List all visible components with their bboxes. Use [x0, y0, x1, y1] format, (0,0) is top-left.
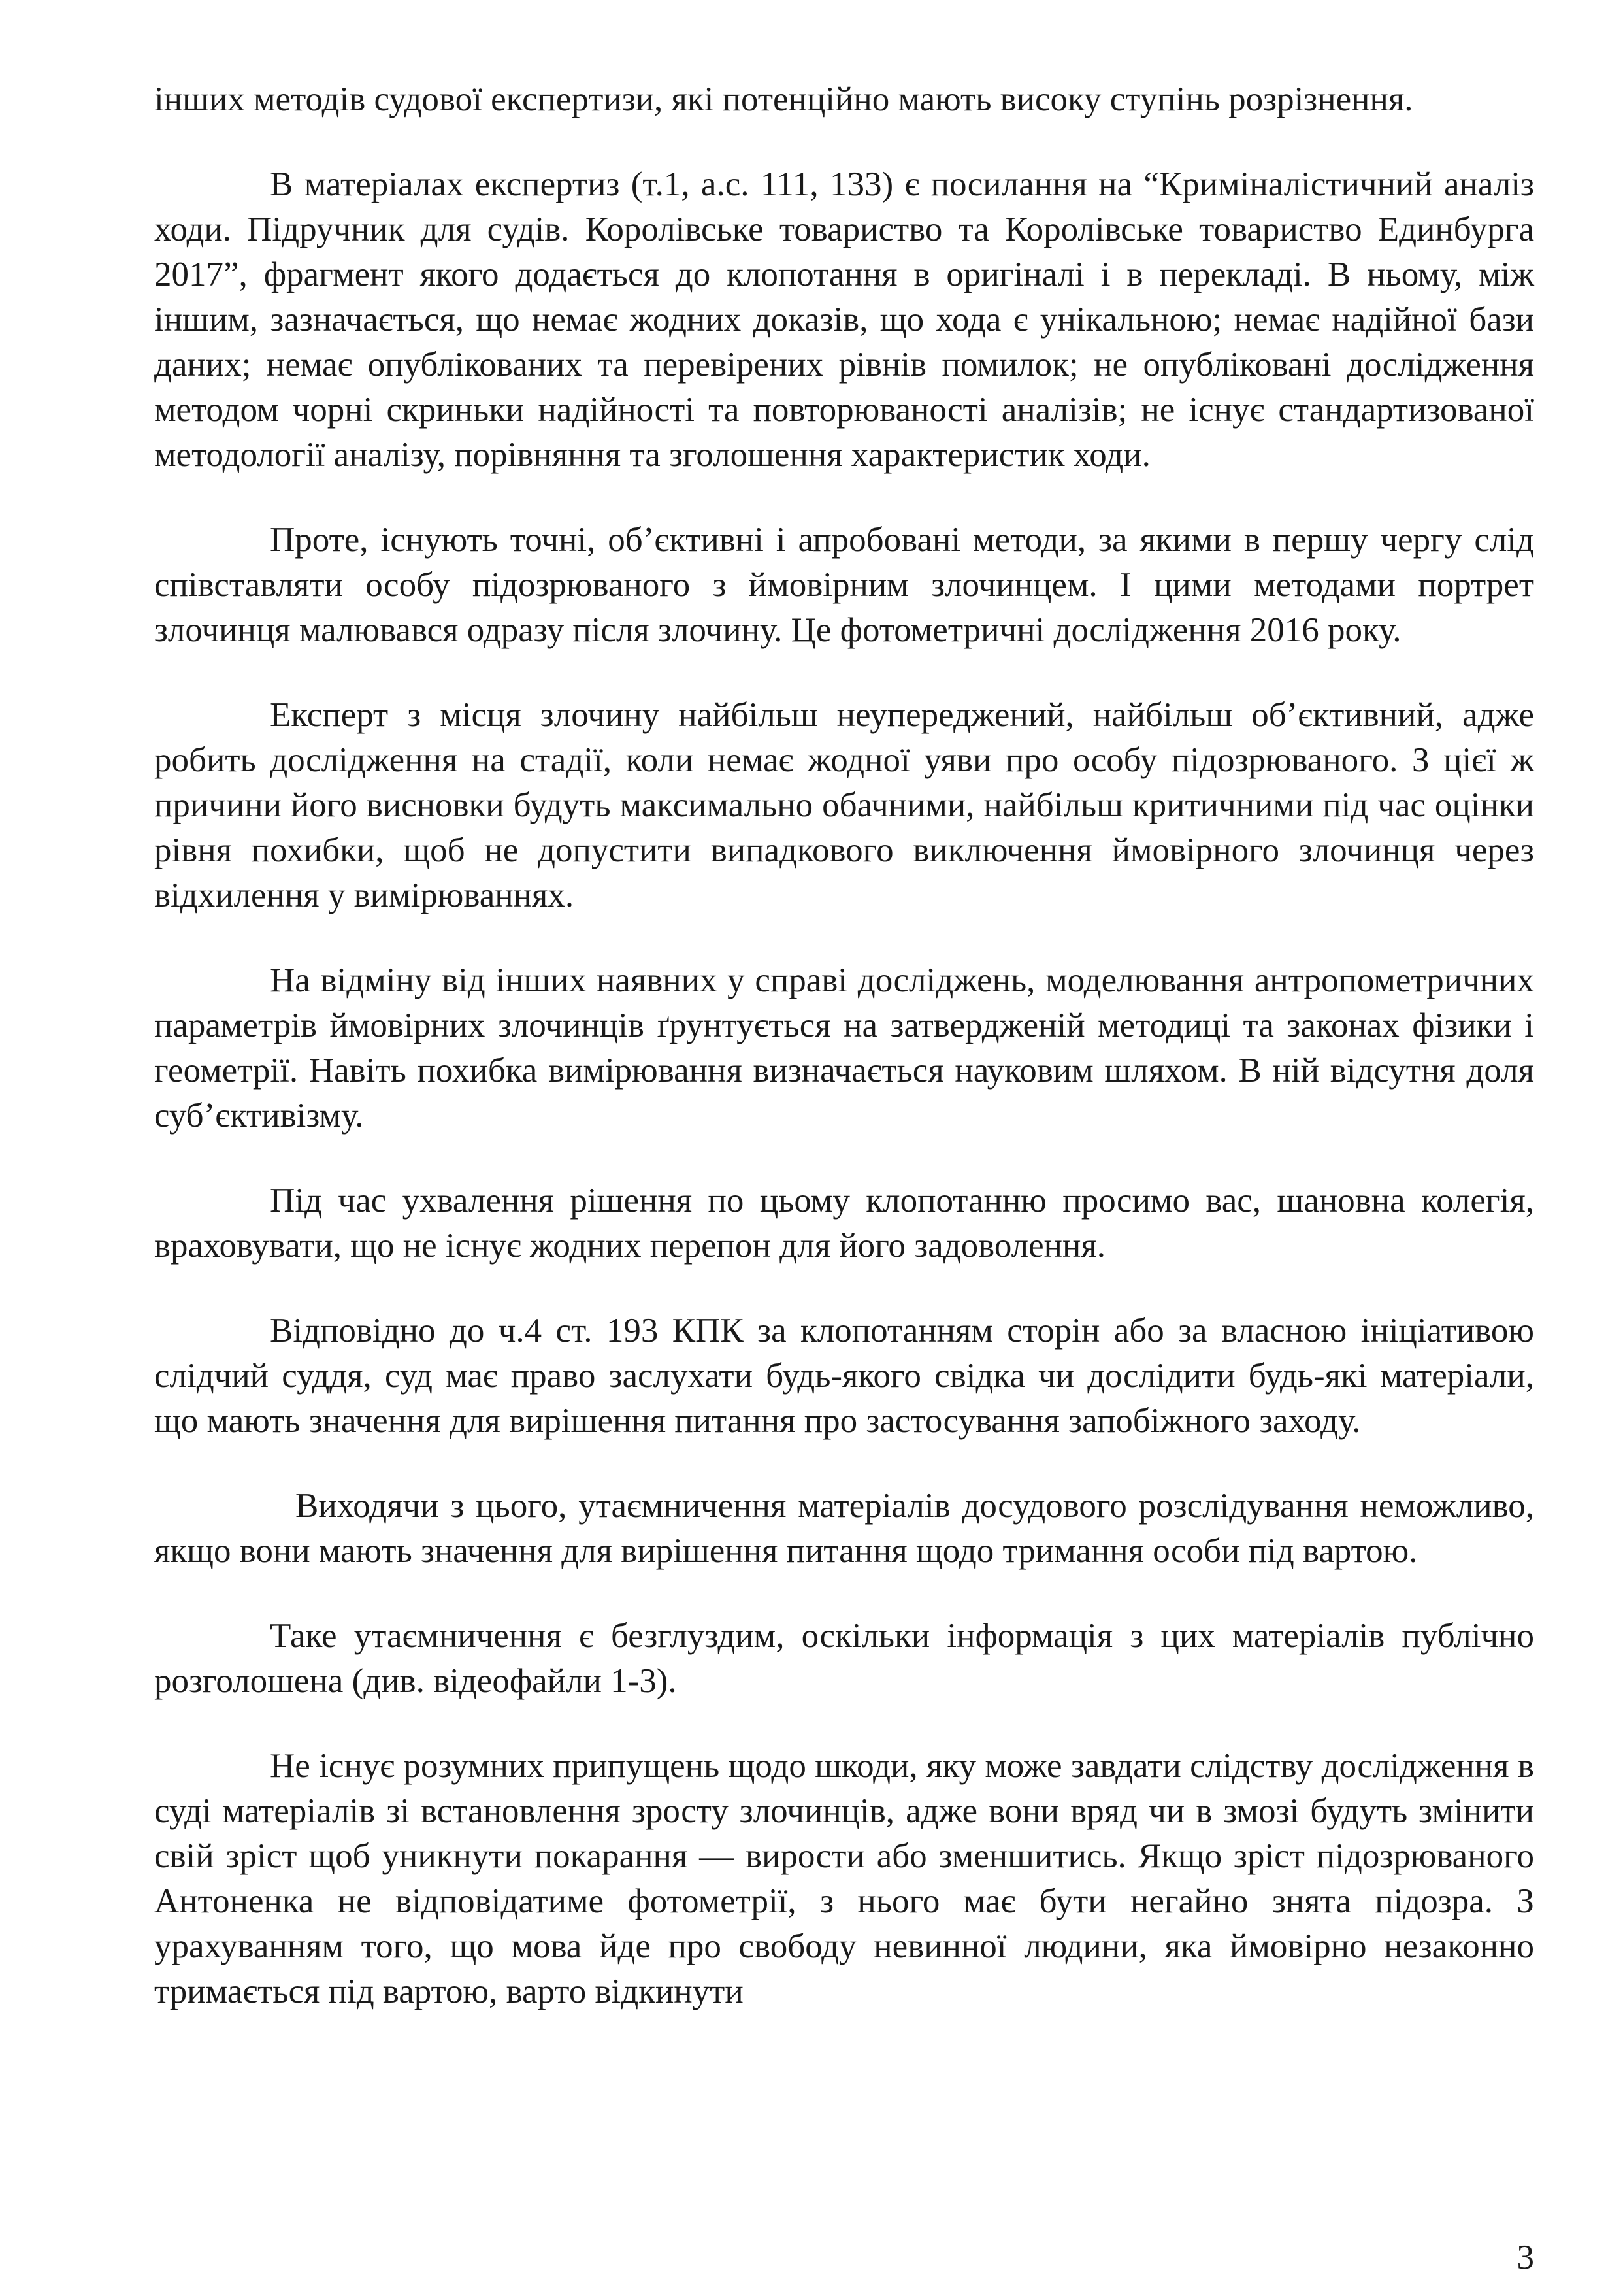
paragraph-5: На відміну від інших наявних у справі досліджень, моделювання антропометричних параметрів ймовірних злочинців ґрунтується на затвердженій методиці та законах фізики і геометрії. Навіть похибка вимірювання визначається науковим шляхом. В ній відсутня доля суб’єктивізму.	[154, 961, 1534, 1135]
paragraph-7: Відповідно до ч.4 ст. 193 КПК за клопотанням сторін або за власною ініціативою слідчий суддя, суд має право заслухати будь-якого свідка чи дослідити будь-які матеріали, що мають значення для вирішення питання про застосування запобіжного заходу.	[154, 1312, 1534, 1440]
paragraph-4: Експерт з місця злочину найбільш неупереджений, найбільш об’єктивний, адже робить дослідження на стадії, коли немає жодної уяви про особу підозрюваного. З цієї ж причини його висновки будуть максимально обачними, найбільш критичними під час оцінки рівня похибки, щоб не допустити випадкового виключення ймовірного злочинця через відхилення у вимірюваннях.	[154, 696, 1534, 914]
paragraph-3: Проте, існують точні, об’єктивні і апробовані методи, за якими в першу чергу слід співставляти особу підозрюваного з ймовірним злочинцем. І цими методами портрет злочинця малювався одразу після злочину. Це фотометричні дослідження 2016 року.	[154, 521, 1534, 649]
document-body	[154, 77, 1534, 2054]
paragraph-9: Таке утаємничення є безглуздим, оскільки інформація з цих матеріалів публічно розголошена (див. відеофайли 1-3).	[154, 1617, 1534, 1700]
paragraph-6: Під час ухвалення рішення по цьому клопотанню просимо вас, шановна колегія, враховувати, що не існує жодних перепон для його задоволення.	[154, 1182, 1534, 1265]
paragraph-1: інших методів судової експертизи, які потенційно мають високу ступінь розрізнення.	[154, 80, 1413, 118]
page-number: 3	[1516, 2238, 1534, 2276]
paragraph-2: В матеріалах експертиз (т.1, а.с. 111, 133) є посилання на “Криміналістичний аналіз ходи. Підручник для судів. Королівське товариство та Королівське товариство Единбурга 2017”, фрагмент якого додається до клопотання в оригіналі і в перекладі. В ньому, між іншим, зазначається, що немає жодних доказів, що хода є унікальною; немає надійної бази даних; немає опублікованих та перевірених рівнів помилок; не опубліковані дослідження методом чорні скриньки надійності та повторюваності аналізів; не існує стандартизованої методології аналізу, порівняння та зголошення характеристик ходи.	[154, 165, 1534, 474]
paragraph-8: Виходячи з цього, утаємничення матеріалів досудового розслідування неможливо, якщо вони мають значення для вирішення питання щодо тримання особи під вартою.	[154, 1487, 1534, 1570]
paragraph-10: Не існує розумних припущень щодо шкоди, яку може завдати слідству дослідження в суді матеріалів зі встановлення зросту злочинців, адже вони вряд чи в змозі будуть змінити свій зріст щоб уникнути покарання — вирости або зменшитись. Якщо зріст підозрюваного Антоненка не відповідатиме фотометрії, з нього має бути негайно знята підозра. З урахуванням того, що мова йде про свободу невинної людини, яка ймовірно незаконно тримається під вартою, варто відкинути	[154, 1747, 1534, 2010]
